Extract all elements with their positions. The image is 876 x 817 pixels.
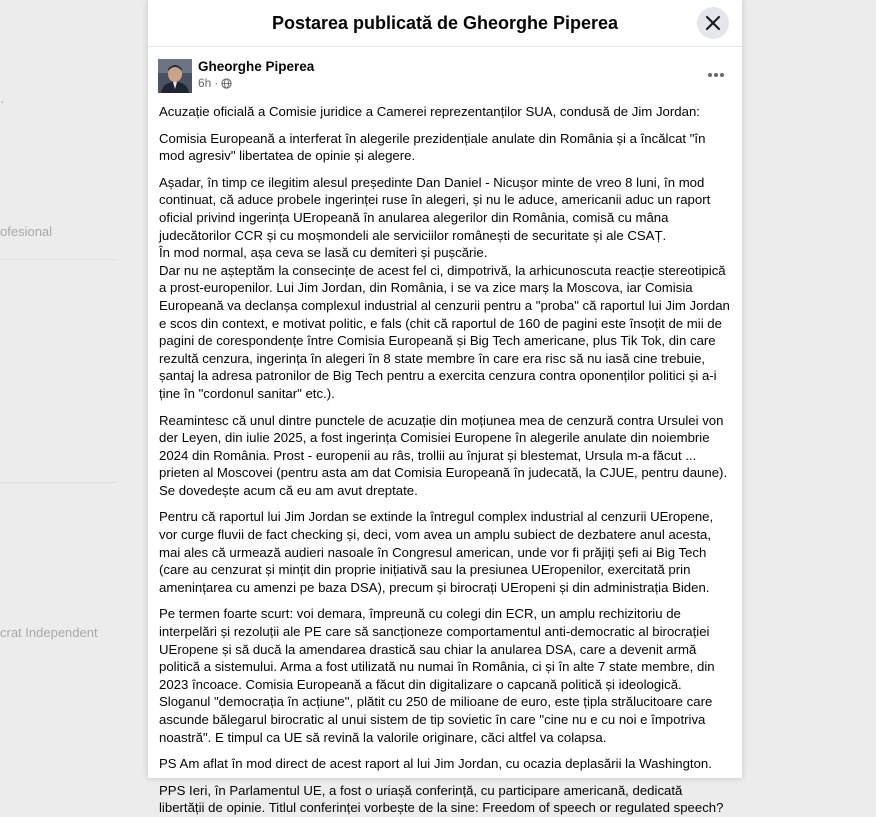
close-icon [705, 15, 721, 31]
globe-icon[interactable] [221, 78, 232, 89]
avatar[interactable] [158, 59, 192, 93]
post-header [148, 47, 742, 103]
post-time[interactable]: 6h [198, 76, 212, 90]
post-paragraph: Reamintesc că unul dintre punctele de acuzație din moțiunea mea de cenzură contra Ursulei von der Leyen, din iulie 2025, a fost ingerința Comisiei Europene în alegerile anulate din noiembrie 2024 din România. Prost - europenii au râs, trollii au înjurat și blestemat, Ursula m-a făcut ... prieten al Moscovei (pentru asta am dat Comisia Europeană în judecată, la CJUE, pentru daune). Se dovedește acum că eu am avut dreptate. [159, 412, 728, 498]
author-block [198, 59, 314, 103]
modal-header [148, 0, 742, 47]
post-paragraph: PPS Ieri, în Parlamentul UE, a fost o uriașă conferință, cu participare americană, dedicată libertății de opinie. Titlul conferinței vorbește de la sine: Freedom of speech or regulated speech? [159, 782, 724, 816]
post-paragraph: Acuzație oficială a Comisie juridice a Camerei reprezentanților SUA, condusă de Jim Jordan: [159, 104, 700, 119]
background-text-independent: crat Independent [0, 625, 98, 640]
post-paragraph: Pentru că raportul lui Jim Jordan se extinde la întregul complex industrial al cenzurii UEropene, vor curge fluvii de fact checking și, deci, vom avea un amplu subiect de dezbatere anul acesta, mai ales că urmează audieri nasoale în Congresul american, unde vor fi prăjiți șefi ai Big Tech (care au cenzurat și mințit din proprie inițiativă sau la presiunea UEropenilor, exercitată prin amenințarea cu amenzi pe baza DSA), precum și birocrați UEropeni și din administrația Biden. [159, 509, 714, 595]
author-photo [158, 59, 192, 93]
post-paragraph: Așadar, în timp ce ilegitim alesul președinte Dan Daniel - Nicușor minte de vreo 8 luni, în mod continuat, că aduce probele ingerinței ruse în alegeri, și nu le aduce, americanii aduc un raport oficial privind ingerința UEropeană în anularea alegerilor din România, comisă cu mâna judecătorilor CCR și cu moșmondeli ale serviciilor românești de securitate și ale CSAȚ. În mod normal, așa ceva se lasă cu demiteri și pușcărie. Dar nu ne așteptăm la consecințe de acest fel ci, dimpotrivă, la arhicunoscuta reacție stereotipică a prost-europenilor. Lui Jim Jordan, din România, i se va zice marș la Moscova, iar Comisia Europeană va declanșa complexul industrial al cenzurii pentru a "proba" că raportul lui Jim Jordan e scos din context, e motivat politic, e fals (chit că raportul de 160 de pagini este însoțit de mii de pagini de corespondențe între Comisia Europeană și Big Tech americane, plus Tik Tok, din care rezultă cenzura, ingerința în alegeri în 8 state membre în care era risc să nu iasă cine trebuie, șantaj la adresa patronilor de Big Tech pentru a exercita cenzura contra oponenților politici și a-i ține în "cordonul sanitar" etc.). [159, 174, 730, 401]
post-paragraph: Comisia Europeană a interferat în alegerile prezidențiale anulate din România și a încălcat "în mod agresiv" libertatea de opinie și alegere. [159, 130, 706, 164]
post-meta [198, 75, 314, 91]
meta-separator: · [214, 76, 219, 90]
modal-title: Postarea publicată de Gheorghe Piperea [271, 12, 619, 33]
author-name[interactable]: Gheorghe Piperea [198, 59, 315, 74]
close-button[interactable] [697, 7, 729, 39]
background-divider [0, 482, 116, 483]
post-paragraph: PS Am aflat în mod direct de acest raport al lui Jim Jordan, cu ocazia deplasării la Washington. [159, 756, 712, 772]
background-dot: · [0, 94, 5, 109]
post-modal [148, 0, 742, 816]
post-body [148, 103, 742, 817]
more-options-button[interactable] [702, 61, 730, 89]
background-text-profesional: ofesional [0, 224, 53, 239]
more-horizontal-icon [707, 72, 725, 78]
post-paragraph: Pe termen foarte scurt: voi demara, împreună cu colegi din ECR, un amplu rechizitoriu de interpelări și rezoluții ale PE care să sancționeze comportamentul anti-democratic al birocrației UEropene și să ducă la amendarea drastică sau chiar la anularea DSA, care a devenit armă politică a sistemului. Arma a fost utilizată nu numai în România, ci și în alte 7 state membre, din 2023 încoace. Comisia Europeană a făcut din digitalizare o capcană politică și ideologică. Sloganul "democrația în acțiune", plătit cu 250 de milioane de euro, este țipla strălucitoare care ascunde bălegarul birocratic al unui sistem de tip sovietic în care "cine nu e cu noi e împotriva noastră". E timpul ca UE să revină la valorile originare, căci altfel va colapsa. [159, 606, 715, 745]
background-divider [0, 259, 116, 260]
